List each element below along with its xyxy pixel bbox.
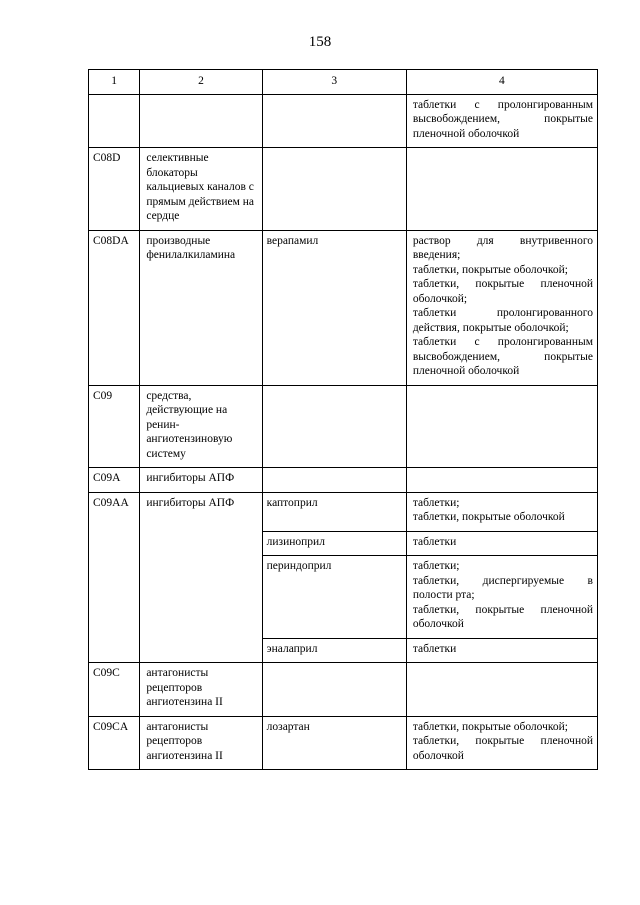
drug-name: [262, 468, 406, 493]
drug-name: [262, 385, 406, 468]
drug-name: [262, 663, 406, 717]
dosage-form-item: таблетки пролонгированного действия, покрытые оболочкой;: [412, 307, 593, 334]
dosage-forms: [406, 556, 597, 639]
dosage-form-item: таблетки, покрытые пленочной оболочкой: [412, 603, 593, 630]
page-number: 158: [308, 34, 332, 50]
dosage-form-item: таблетки, покрытые оболочкой;: [412, 263, 568, 276]
dosage-form-item: таблетки с пролонгированным высвобождением, покрытые пленочной оболочкой: [412, 336, 593, 377]
atc-code: C09AA: [89, 492, 140, 663]
table-row: [89, 468, 598, 493]
dosage-forms: [406, 94, 597, 148]
dosage-forms: [406, 663, 597, 717]
atc-code: C09C: [89, 663, 140, 717]
dosage-form-item: таблетки: [412, 535, 457, 548]
atc-code: C08DA: [89, 230, 140, 385]
table-row: [89, 492, 598, 531]
header-cell-name: 2: [140, 70, 262, 95]
drug-name: лизиноприл: [262, 531, 406, 556]
drug-name: [262, 94, 406, 148]
table-row: [89, 663, 598, 717]
dosage-form-item: таблетки;: [412, 496, 460, 509]
dosage-forms: [406, 531, 597, 556]
group-name: антагонисты рецепторов ангиотензина II: [140, 663, 262, 717]
header-cell-code: 1: [89, 70, 140, 95]
atc-code: C09A: [89, 468, 140, 493]
dosage-forms: [406, 385, 597, 468]
dosage-forms: [406, 468, 597, 493]
table-row: [89, 230, 598, 385]
header-cell-forms: 4: [406, 70, 597, 95]
dosage-form-item: таблетки, покрытые оболочкой;: [412, 720, 568, 733]
dosage-form-item: раствор для внутривенного введения;: [412, 234, 593, 261]
atc-code: C08D: [89, 148, 140, 231]
table-row: [89, 385, 598, 468]
drug-name: периндоприл: [262, 556, 406, 639]
drug-name: эналаприл: [262, 638, 406, 663]
group-name: средства, действующие на ренин-ангиотензиновую систему: [140, 385, 262, 468]
dosage-form-item: таблетки, диспергируемые в полости рта;: [412, 574, 593, 601]
group-name: ингибиторы АПФ: [140, 468, 262, 493]
header-cell-drug: 3: [262, 70, 406, 95]
drug-classification-table: [88, 69, 598, 770]
drug-name: лозартан: [262, 716, 406, 770]
dosage-forms: [406, 638, 597, 663]
dosage-forms: [406, 230, 597, 385]
dosage-forms: [406, 492, 597, 531]
group-name: антагонисты рецепторов ангиотензина II: [140, 716, 262, 770]
dosage-form-item: таблетки с пролонгированным высвобождением, покрытые пленочной оболочкой: [412, 98, 593, 140]
drug-name: верапамил: [262, 230, 406, 385]
group-name: ингибиторы АПФ: [140, 492, 262, 663]
dosage-forms: [406, 148, 597, 231]
drug-name: [262, 148, 406, 231]
dosage-forms: [406, 716, 597, 770]
dosage-form-item: таблетки: [412, 642, 457, 655]
table-row: [89, 148, 598, 231]
atc-code: C09: [89, 385, 140, 468]
table-row: [89, 94, 598, 148]
group-name: производные фенилалкиламина: [140, 230, 262, 385]
group-name: селективные блокаторы кальциевых каналов с прямым действием на сердце: [140, 148, 262, 231]
atc-code: [89, 94, 140, 148]
dosage-form-item: таблетки, покрытые пленочной оболочкой: [412, 735, 593, 762]
dosage-form-item: таблетки, покрытые оболочкой: [412, 511, 565, 523]
table-row: [89, 716, 598, 770]
group-name: [140, 94, 262, 148]
dosage-form-item: таблетки;: [412, 560, 460, 572]
atc-code: C09CA: [89, 716, 140, 770]
table-header-row: [89, 70, 598, 95]
drug-name: каптоприл: [262, 492, 406, 531]
dosage-form-item: таблетки, покрытые пленочной оболочкой;: [412, 278, 593, 305]
